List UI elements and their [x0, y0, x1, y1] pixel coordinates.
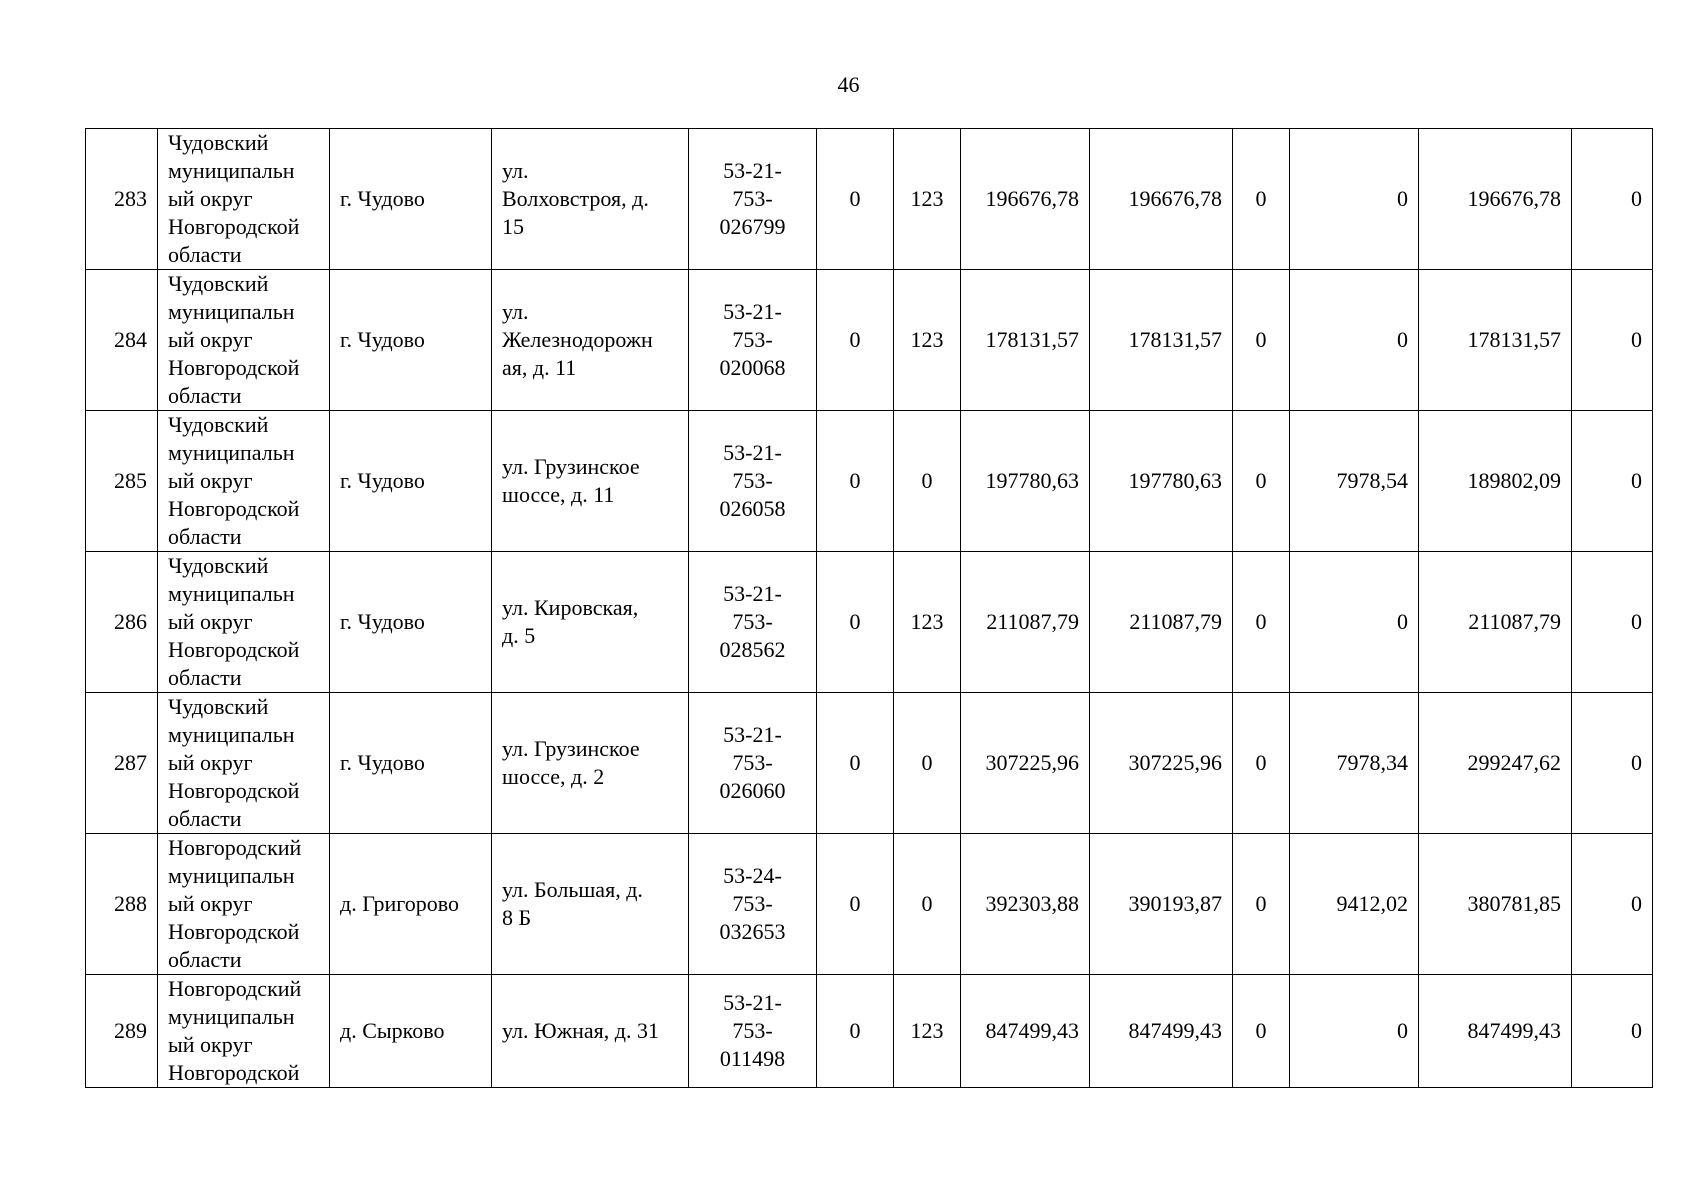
address-cell: [492, 975, 689, 1088]
municipality-cell-line: ый округ: [168, 750, 253, 775]
row-index: 288: [86, 834, 158, 975]
value-cell-10: 0: [1233, 129, 1290, 270]
value-cell-6: 0: [817, 834, 894, 975]
municipality-cell-line: ый округ: [168, 891, 253, 916]
municipality-cell: [158, 270, 330, 411]
value-cell-6: 0: [817, 270, 894, 411]
value-cell-7: 0: [894, 693, 961, 834]
value-cell-12: 380781,85: [1419, 834, 1572, 975]
municipality-cell-line: муниципальн: [168, 1004, 295, 1029]
value-cell-8: 392303,88: [961, 834, 1090, 975]
row-index: 287: [86, 693, 158, 834]
municipality-cell-line: Новгородской: [168, 778, 300, 803]
value-cell-6: 0: [817, 129, 894, 270]
municipality-cell-line: Новгородской: [168, 637, 300, 662]
value-cell-6: 0: [817, 552, 894, 693]
address-cell-line: Железнодорожн: [502, 327, 653, 352]
municipality-cell-line: ый округ: [168, 609, 253, 634]
address-cell-line: ая, д. 11: [502, 355, 577, 380]
row-index: 289: [86, 975, 158, 1088]
value-cell-12: 211087,79: [1419, 552, 1572, 693]
address-cell: [492, 834, 689, 975]
table-row: [86, 834, 1653, 975]
address-cell: [492, 129, 689, 270]
code-cell: [689, 834, 817, 975]
value-cell-10: 0: [1233, 411, 1290, 552]
address-cell-line: шоссе, д. 2: [502, 764, 605, 789]
value-cell-11: 7978,34: [1290, 693, 1419, 834]
code-cell: [689, 552, 817, 693]
municipality-cell-line: Чудовский: [168, 130, 269, 155]
municipality-cell-line: Чудовский: [168, 694, 269, 719]
row-index: 284: [86, 270, 158, 411]
municipality-cell: [158, 693, 330, 834]
code-cell-line: 753-: [732, 327, 773, 352]
code-cell: [689, 693, 817, 834]
value-cell-9: 197780,63: [1090, 411, 1233, 552]
address-cell-line: 8 Б: [502, 905, 532, 930]
code-cell: [689, 129, 817, 270]
municipality-cell-line: области: [168, 806, 242, 831]
municipality-cell: [158, 552, 330, 693]
value-cell-11: 0: [1290, 129, 1419, 270]
code-cell-line: 753-: [732, 468, 773, 493]
value-cell-11: 0: [1290, 270, 1419, 411]
code-cell: [689, 975, 817, 1088]
value-cell-13: 0: [1572, 129, 1653, 270]
value-cell-8: 196676,78: [961, 129, 1090, 270]
value-cell-7: 0: [894, 834, 961, 975]
table-row: [86, 411, 1653, 552]
municipality-cell-line: области: [168, 383, 242, 408]
value-cell-10: 0: [1233, 693, 1290, 834]
code-cell: [689, 270, 817, 411]
municipality-cell-line: Чудовский: [168, 412, 269, 437]
address-cell: [492, 411, 689, 552]
municipality-cell-line: ый округ: [168, 327, 253, 352]
value-cell-7: 123: [894, 270, 961, 411]
value-cell-11: 9412,02: [1290, 834, 1419, 975]
value-cell-6: 0: [817, 975, 894, 1088]
address-cell: [492, 693, 689, 834]
address-cell-line: д. 5: [502, 623, 536, 648]
value-cell-8: 847499,43: [961, 975, 1090, 1088]
code-cell-line: 011498: [719, 1046, 786, 1071]
value-cell-8: 211087,79: [961, 552, 1090, 693]
code-cell-line: 53-21-: [723, 990, 782, 1015]
row-index: 283: [86, 129, 158, 270]
value-cell-12: 299247,62: [1419, 693, 1572, 834]
municipality-cell-line: муниципальн: [168, 299, 295, 324]
value-cell-9: 178131,57: [1090, 270, 1233, 411]
municipality-cell-line: области: [168, 242, 242, 267]
value-cell-8: 197780,63: [961, 411, 1090, 552]
code-cell-line: 753-: [732, 891, 773, 916]
table-row: [86, 129, 1653, 270]
municipality-cell-line: муниципальн: [168, 158, 295, 183]
value-cell-10: 0: [1233, 834, 1290, 975]
municipality-cell-line: ый округ: [168, 468, 253, 493]
settlement-cell: г. Чудово: [330, 129, 492, 270]
settlement-cell: д. Григорово: [330, 834, 492, 975]
code-cell-line: 026799: [719, 214, 786, 239]
address-cell-line: ул. Южная, д. 31: [502, 1018, 659, 1043]
address-cell-line: ул. Кировская,: [502, 595, 639, 620]
value-cell-6: 0: [817, 693, 894, 834]
address-cell: [492, 552, 689, 693]
municipality-cell-line: муниципальн: [168, 581, 295, 606]
municipality-cell-line: ый округ: [168, 186, 253, 211]
municipality-cell-line: ый округ: [168, 1032, 253, 1057]
row-index: 285: [86, 411, 158, 552]
address-cell-line: ул.: [502, 299, 529, 324]
settlement-cell: г. Чудово: [330, 693, 492, 834]
table-row: [86, 270, 1653, 411]
value-cell-13: 0: [1572, 552, 1653, 693]
value-cell-11: 0: [1290, 975, 1419, 1088]
value-cell-11: 7978,54: [1290, 411, 1419, 552]
code-cell-line: 753-: [732, 609, 773, 634]
address-cell: [492, 270, 689, 411]
municipality-cell: [158, 411, 330, 552]
value-cell-8: 307225,96: [961, 693, 1090, 834]
address-cell-line: 15: [502, 214, 524, 239]
address-cell-line: ул. Грузинское: [502, 454, 640, 479]
code-cell-line: 53-21-: [723, 299, 782, 324]
municipality-cell: [158, 834, 330, 975]
value-cell-12: 178131,57: [1419, 270, 1572, 411]
code-cell-line: 53-21-: [723, 440, 782, 465]
municipality-cell-line: Чудовский: [168, 271, 269, 296]
settlement-cell: г. Чудово: [330, 552, 492, 693]
value-cell-7: 123: [894, 552, 961, 693]
value-cell-9: 847499,43: [1090, 975, 1233, 1088]
code-cell-line: 753-: [732, 186, 773, 211]
code-cell: [689, 411, 817, 552]
row-index: 286: [86, 552, 158, 693]
settlement-cell: д. Сырково: [330, 975, 492, 1088]
municipality-cell-line: области: [168, 947, 242, 972]
code-cell-line: 026058: [719, 496, 786, 521]
value-cell-7: 0: [894, 411, 961, 552]
municipality-cell-line: Новгородский: [168, 835, 302, 860]
value-cell-12: 189802,09: [1419, 411, 1572, 552]
table-row: [86, 975, 1653, 1088]
value-cell-12: 196676,78: [1419, 129, 1572, 270]
table-row: [86, 552, 1653, 693]
municipality-cell-line: Новгородский: [168, 976, 302, 1001]
code-cell-line: 53-21-: [723, 158, 782, 183]
value-cell-10: 0: [1233, 975, 1290, 1088]
municipality-cell-line: Новгородской: [168, 355, 300, 380]
value-cell-7: 123: [894, 975, 961, 1088]
municipality-cell-line: Чудовский: [168, 553, 269, 578]
value-cell-13: 0: [1572, 834, 1653, 975]
address-cell-line: ул.: [502, 158, 529, 183]
value-cell-12: 847499,43: [1419, 975, 1572, 1088]
value-cell-13: 0: [1572, 411, 1653, 552]
address-cell-line: ул. Грузинское: [502, 736, 640, 761]
municipality-cell-line: муниципальн: [168, 440, 295, 465]
value-cell-6: 0: [817, 411, 894, 552]
value-cell-9: 307225,96: [1090, 693, 1233, 834]
value-cell-7: 123: [894, 129, 961, 270]
value-cell-9: 390193,87: [1090, 834, 1233, 975]
value-cell-10: 0: [1233, 270, 1290, 411]
value-cell-11: 0: [1290, 552, 1419, 693]
code-cell-line: 020068: [719, 355, 786, 380]
code-cell-line: 753-: [732, 1018, 773, 1043]
code-cell-line: 53-21-: [723, 581, 782, 606]
value-cell-9: 196676,78: [1090, 129, 1233, 270]
municipality-cell-line: области: [168, 665, 242, 690]
municipality-cell-line: муниципальн: [168, 863, 295, 888]
value-cell-8: 178131,57: [961, 270, 1090, 411]
value-cell-9: 211087,79: [1090, 552, 1233, 693]
municipality-cell-line: Новгородской: [168, 1060, 300, 1085]
page-number: 46: [837, 72, 860, 97]
value-cell-10: 0: [1233, 552, 1290, 693]
table-body: [86, 129, 1653, 1088]
value-cell-13: 0: [1572, 975, 1653, 1088]
municipality-cell-line: области: [168, 524, 242, 549]
code-cell-line: 028562: [719, 637, 786, 662]
municipality-cell-line: Новгородской: [168, 214, 300, 239]
code-cell-line: 53-21-: [723, 722, 782, 747]
municipality-cell-line: Новгородской: [168, 919, 300, 944]
value-cell-13: 0: [1572, 270, 1653, 411]
municipality-cell: [158, 129, 330, 270]
value-cell-13: 0: [1572, 693, 1653, 834]
code-cell-line: 026060: [719, 778, 786, 803]
table-row: [86, 693, 1653, 834]
address-cell-line: Волховстроя, д.: [502, 186, 649, 211]
registry-table: [85, 128, 1653, 1088]
settlement-cell: г. Чудово: [330, 411, 492, 552]
address-cell-line: ул. Большая, д.: [502, 877, 643, 902]
code-cell-line: 53-24-: [723, 863, 782, 888]
settlement-cell: г. Чудово: [330, 270, 492, 411]
municipality-cell: [158, 975, 330, 1088]
address-cell-line: шоссе, д. 11: [502, 482, 615, 507]
municipality-cell-line: Новгородской: [168, 496, 300, 521]
code-cell-line: 032653: [719, 919, 786, 944]
code-cell-line: 753-: [732, 750, 773, 775]
municipality-cell-line: муниципальн: [168, 722, 295, 747]
